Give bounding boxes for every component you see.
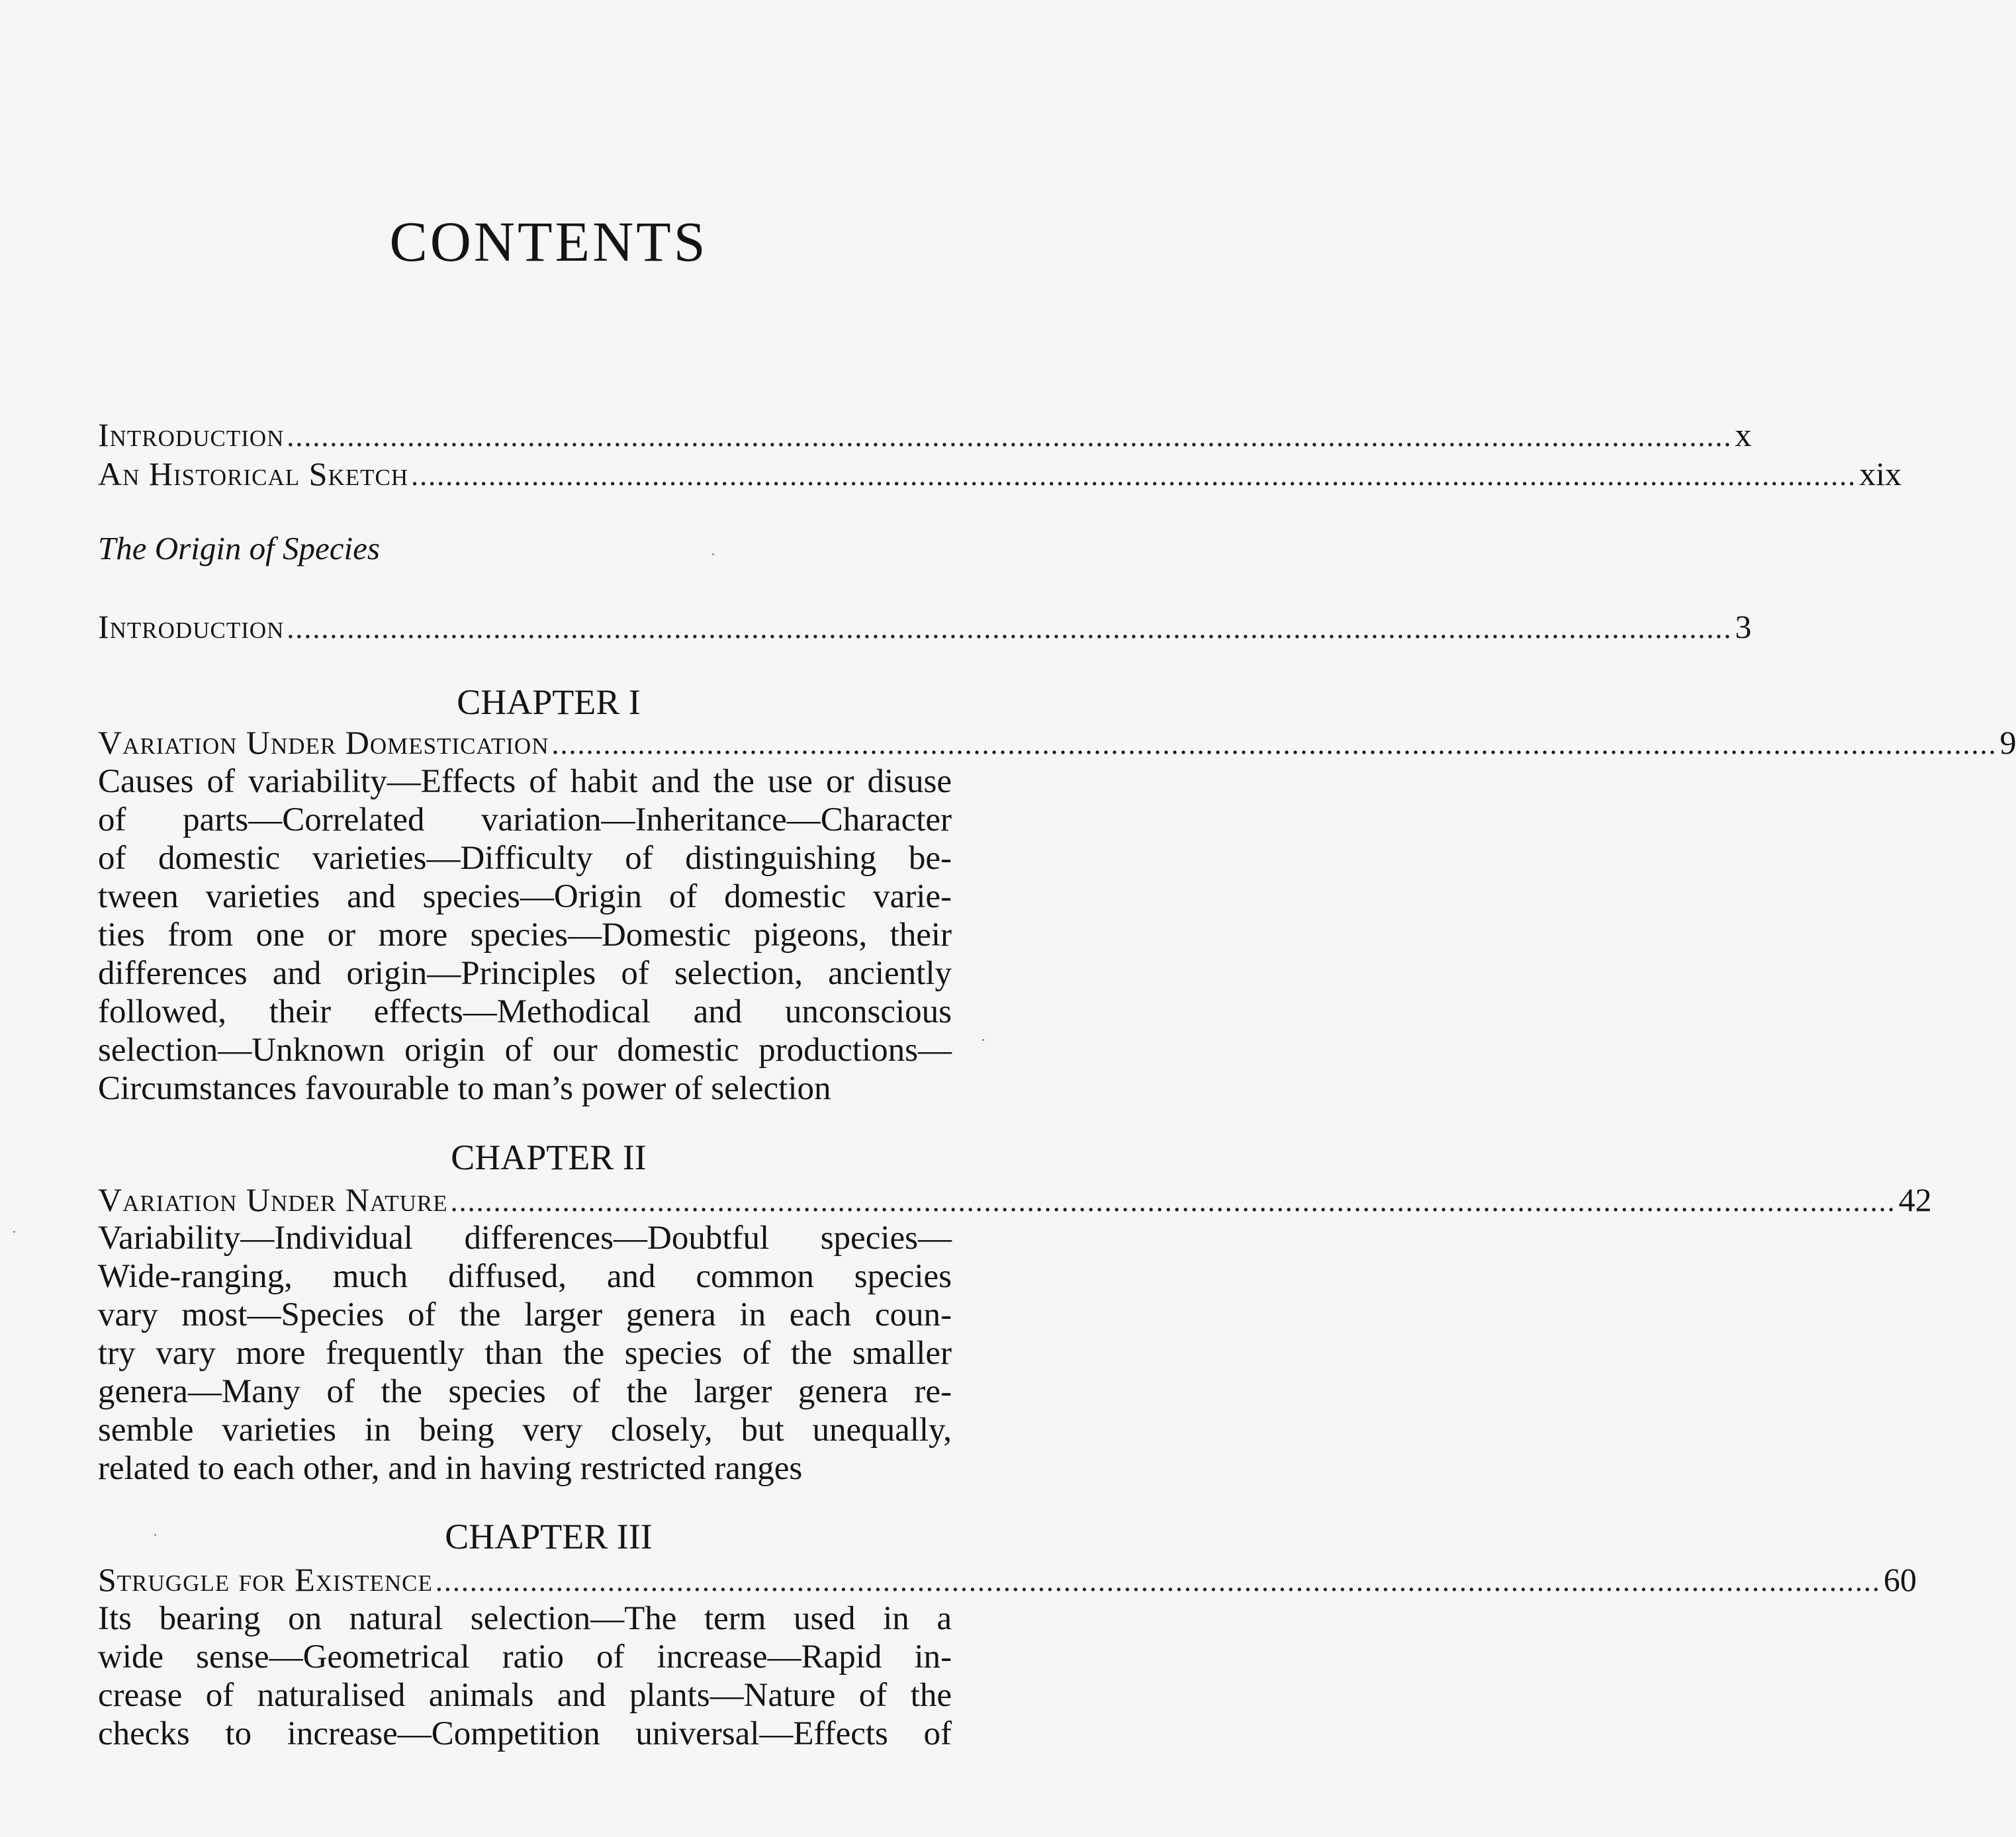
toc-entry-label: Variation Under Domestication — [98, 724, 549, 761]
synopsis-line: related to each other, and in having restricted ranges — [98, 1450, 803, 1487]
toc-entry-chapter-3[interactable] — [98, 1561, 1917, 1598]
synopsis-line: checks to increase—Competition universal—Effects of — [98, 1715, 952, 1752]
dot-leader: ........................................................................................................................................................................ — [287, 612, 1733, 645]
scan-speck — [712, 553, 714, 555]
synopsis-line: followed, their effects—Methodical and unconscious — [98, 993, 952, 1030]
scan-speck — [13, 1231, 15, 1233]
toc-entry-label: Struggle for Existence — [98, 1561, 433, 1598]
synopsis-line: selection—Unknown origin of our domestic productions— — [98, 1032, 952, 1069]
synopsis-line: try vary more frequently than the species of the smaller — [98, 1335, 952, 1372]
contents-page — [98, 0, 2016, 1837]
synopsis-line: Variability—Individual differences—Doubtful species— — [98, 1220, 952, 1257]
scan-speck — [982, 1039, 984, 1041]
toc-page-number: 42 — [1898, 1181, 1932, 1218]
synopsis-line: Its bearing on natural selection—The term used in a — [98, 1600, 952, 1637]
synopsis-line: semble varieties in being very closely, but unequally, — [98, 1411, 952, 1449]
dot-leader: ........................................................................................................................................................................ — [411, 459, 1857, 492]
toc-entry-origin-introduction[interactable] — [98, 608, 1752, 645]
dot-leader: ........................................................................................................................................................................ — [287, 420, 1733, 453]
chapter-heading: CHAPTER II — [451, 1138, 647, 1177]
synopsis-line: Causes of variability—Effects of habit and the use or disuse — [98, 763, 952, 800]
synopsis-line: of domestic varieties—Difficulty of distinguishing be- — [98, 840, 952, 877]
synopsis-line: tween varieties and species—Origin of domestic varie- — [98, 878, 952, 915]
synopsis-line: vary most—Species of the larger genera in each coun- — [98, 1296, 952, 1333]
chapter-synopsis — [98, 1599, 952, 1753]
synopsis-line: genera—Many of the species of the larger genera re- — [98, 1373, 952, 1410]
synopsis-line: wide sense—Geometrical ratio of increase—Rapid in- — [98, 1638, 952, 1676]
chapter-heading: CHAPTER III — [445, 1517, 653, 1556]
toc-entry-introduction[interactable] — [98, 416, 1752, 453]
chapter-synopsis — [98, 762, 952, 1108]
dot-leader: ........................................................................................................................................................................ — [450, 1185, 1896, 1218]
chapter-heading: CHAPTER I — [457, 682, 641, 722]
synopsis-line: differences and origin—Principles of selection, anciently — [98, 955, 952, 992]
scan-speck — [154, 1534, 156, 1536]
synopsis-line: Circumstances favourable to man’s power of selection — [98, 1070, 831, 1107]
toc-page-number: 9 — [1999, 724, 2016, 761]
toc-entry-chapter-2[interactable] — [98, 1181, 1932, 1218]
toc-page-number: 3 — [1735, 608, 1752, 645]
synopsis-line: crease of naturalised animals and plants—Nature of the — [98, 1677, 952, 1714]
toc-entry-label: Introduction — [98, 608, 285, 645]
toc-page-number: x — [1735, 416, 1752, 453]
synopsis-line: Wide-ranging, much diffused, and common species — [98, 1258, 952, 1295]
toc-entry-chapter-1[interactable] — [98, 724, 2016, 761]
toc-entry-label: Variation Under Nature — [98, 1181, 448, 1218]
toc-entry-label: Introduction — [98, 416, 285, 453]
toc-entry-label: An Historical Sketch — [98, 455, 409, 492]
toc-page-number: xix — [1859, 455, 1902, 492]
toc-entry-historical-sketch[interactable] — [98, 455, 1902, 492]
synopsis-line: of parts—Correlated variation—Inheritance—Character — [98, 801, 952, 838]
toc-page-number: 60 — [1883, 1561, 1917, 1598]
page-title: CONTENTS — [389, 210, 708, 273]
synopsis-line: ties from one or more species—Domestic pigeons, their — [98, 917, 952, 954]
book-title: The Origin of Species — [98, 530, 380, 566]
dot-leader: ........................................................................................................................................................................ — [551, 728, 1997, 760]
chapter-synopsis — [98, 1219, 952, 1488]
dot-leader: ........................................................................................................................................................................ — [435, 1565, 1881, 1597]
